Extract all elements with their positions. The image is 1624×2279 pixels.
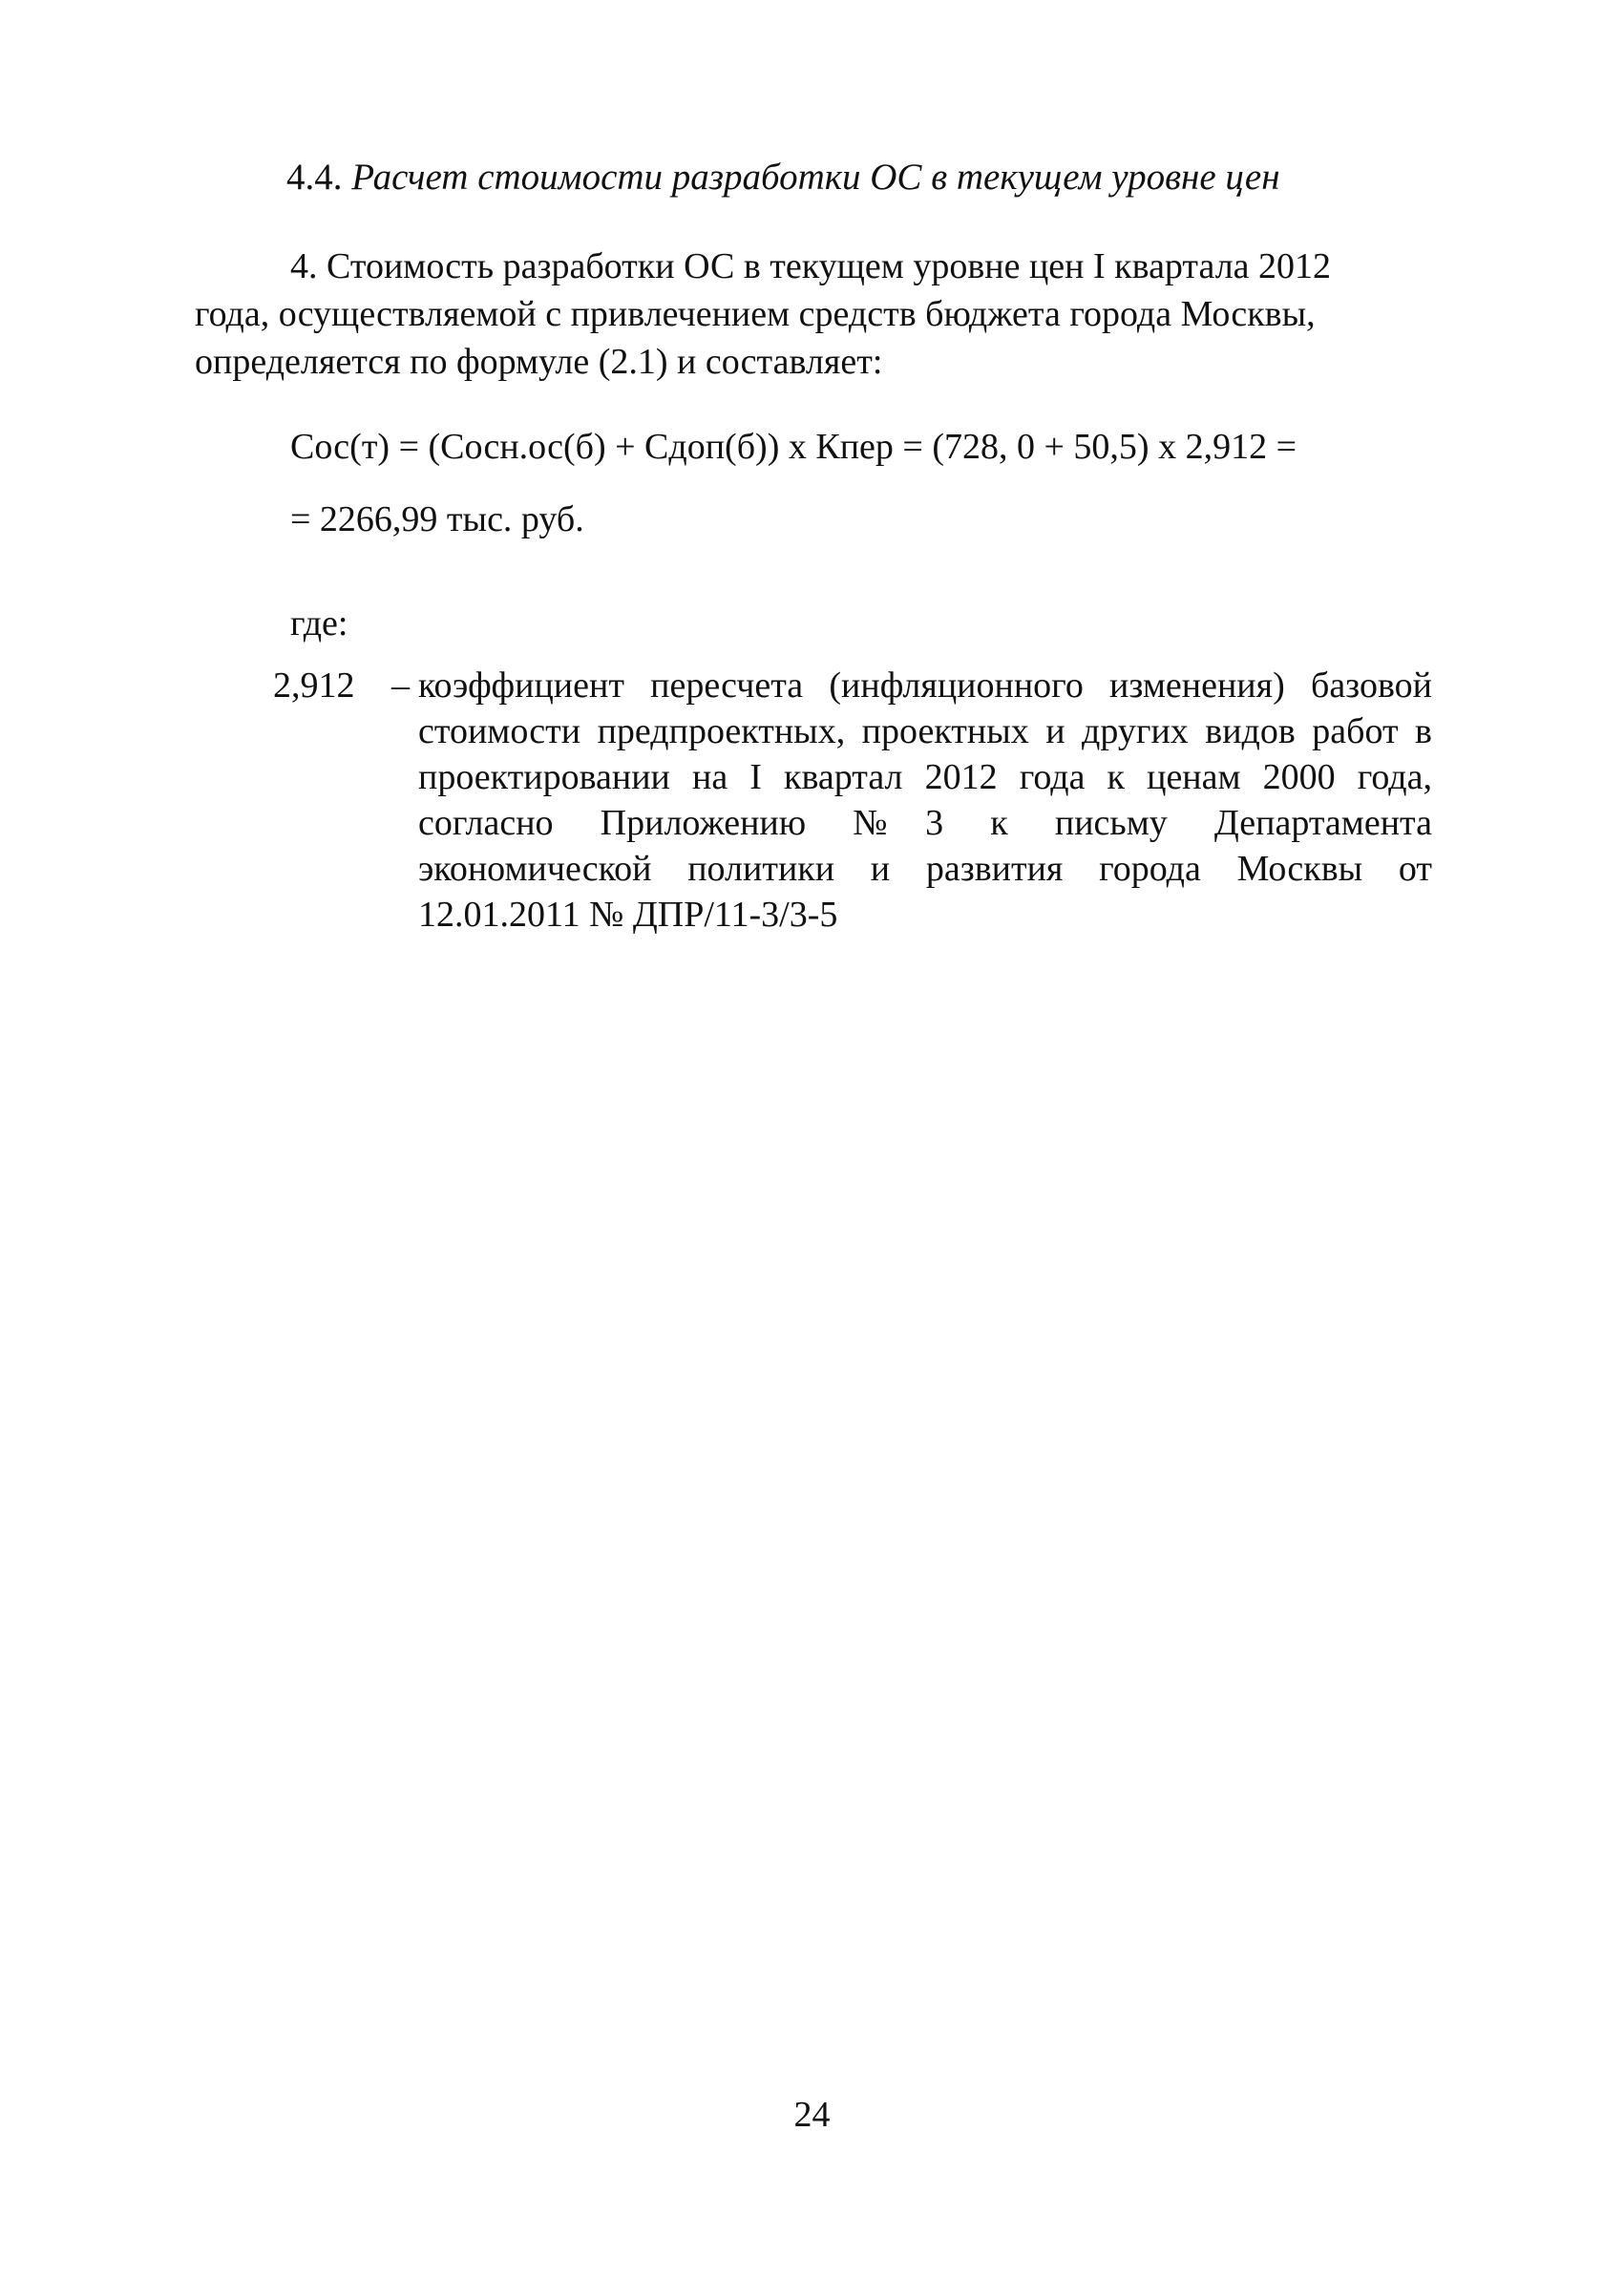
where-label: где:	[290, 603, 348, 644]
formula-line-2: = 2266,99 тыс. руб.	[290, 499, 584, 539]
paragraph-line: определяется по формуле (2.1) и составляет:	[195, 342, 883, 382]
paragraph-line: года, осуществляемой с привлечением средств бюджета города Москвы,	[195, 294, 1316, 334]
definition-line: 12.01.2011 № ДПР/11-3/3-5	[418, 895, 838, 935]
definition-line: стоимости предпроектных, проектных и других видов работ в	[418, 711, 1432, 751]
page-number: 24	[793, 2095, 831, 2135]
paragraph-line: 4. Стоимость разработки ОС в текущем уровне цен I квартала 2012	[290, 246, 1332, 286]
section-number: 4.4.	[286, 157, 343, 198]
definition-body	[418, 663, 1432, 938]
cost-paragraph	[195, 243, 1420, 386]
formula-line-1: Сос(т) = (Сосн.ос(б) + Сдоп(б)) х Кпер = (728, 0 + 50,5) х 2,912 =	[290, 427, 1297, 467]
definition-term: 2,912	[273, 665, 355, 706]
definition-line: согласно Приложению №3 к письму Департамента	[418, 803, 1432, 843]
definition-line: экономической политики и развития города Москвы от	[418, 849, 1432, 889]
section-title: Расчет стоимости разработки ОС в текущем уровне цен	[351, 157, 1280, 198]
definition-line: коэффициент пересчета (инфляционного изменения) базовой	[418, 665, 1432, 706]
definition-line: проектировании на I квартал 2012 года к ценам 2000 года,	[418, 757, 1432, 797]
section-heading	[286, 151, 1280, 204]
definition-dash: –	[391, 665, 410, 706]
